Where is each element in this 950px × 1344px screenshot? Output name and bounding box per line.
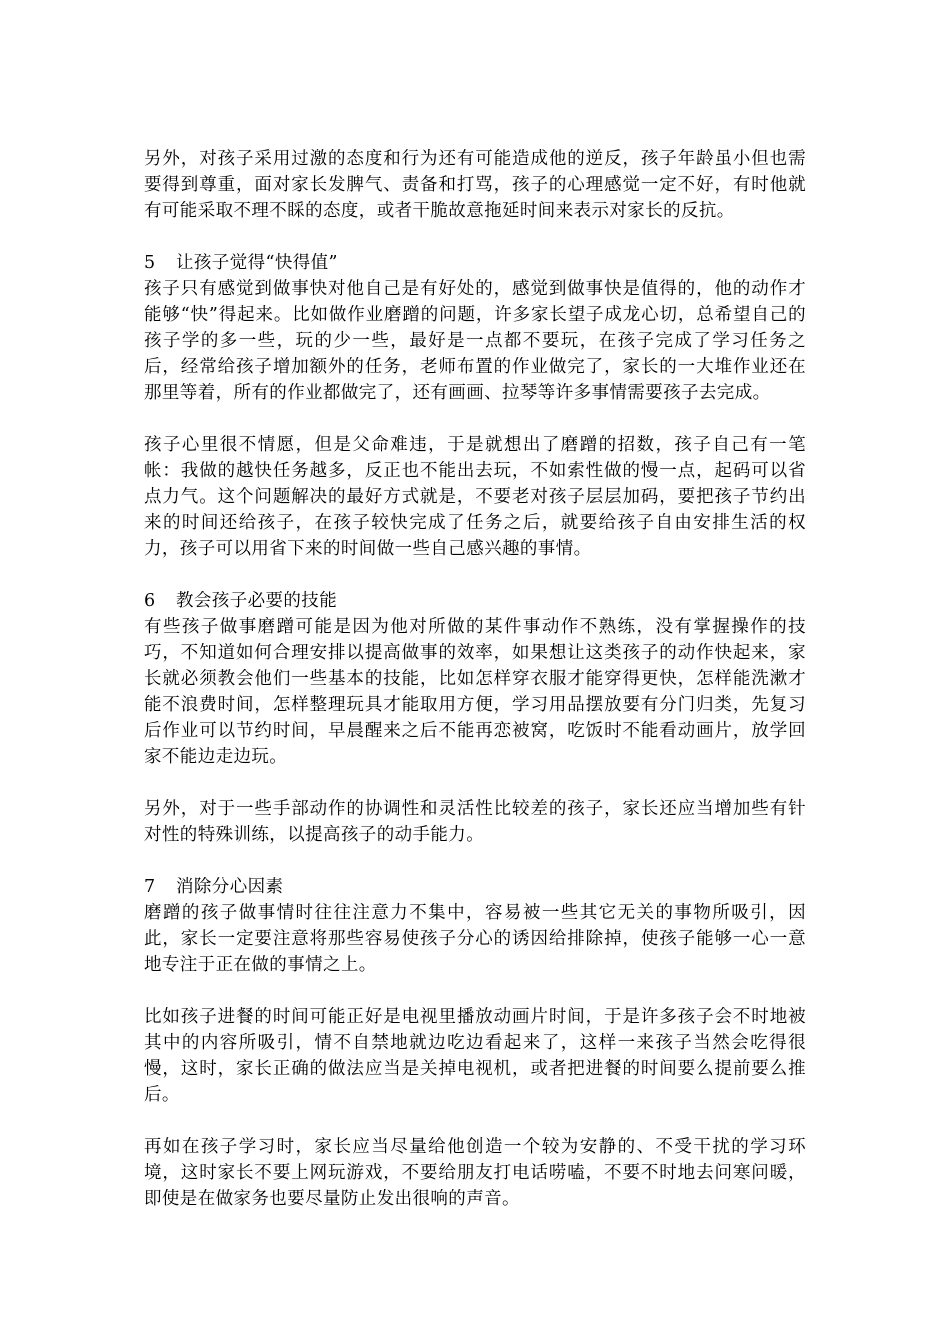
section-paragraph: 孩子只有感觉到做事快对他自己是有好处的，感觉到做事快是值得的，他的动作才能够“快”得起来。比如做作业磨蹭的问题，许多家长望子成龙心切，总希望自己的孩子学的多一些，玩的少一些，最好是一点都不要玩，在孩子完成了学习任务之后，经常给孩子增加额外的任务，老师布置的作业做完了，家长的一大堆作业还在那里等着，所有的作业都做完了，还有画画、拉琴等许多事情需要孩子去完成。 (144, 279, 806, 403)
intro-paragraph: 另外，对孩子采用过激的态度和行为还有可能造成他的逆反，孩子年龄虽小但也需要得到尊重，面对家长发脾气、责备和打骂，孩子的心理感觉一定不好，有时他就有可能采取不理不睬的态度，或者干脆故意拖延时间来表示对家长的反抗。 (144, 149, 806, 221)
section-paragraph: 孩子心里很不情愿，但是父命难违，于是就想出了磨蹭的招数，孩子自己有一笔帐：我做的越快任务越多，反正也不能出去玩，不如索性做的慢一点，起码可以省点力气。这个问题解决的最好方式就是，不要老对孩子层层加码，要把孩子节约出来的时间还给孩子，在孩子较快完成了任务之后，就要给孩子自由安排生活的权力，孩子可以用省下来的时间做一些自己感兴趣的事情。 (144, 435, 806, 559)
section-heading (144, 250, 806, 276)
section-7 (144, 874, 806, 978)
section-paragraph: 有些孩子做事磨蹭可能是因为他对所做的某件事动作不熟练，没有掌握操作的技巧，不知道如何合理安排以提高做事的效率，如果想让这类孩子的动作快起来，家长就必须教会他们一些基本的技能，比如怎样穿衣服才能穿得更快，怎样能洗漱才能不浪费时间，怎样整理玩具才能取用方便，学习用品摆放要有分门归类，先复习后作业可以节约时间，早晨醒来之后不能再恋被窝，吃饭时不能看动画片，放学回家不能边走边玩。 (144, 617, 806, 767)
section-paragraph: 比如孩子进餐的时间可能正好是电视里播放动画片时间，于是许多孩子会不时地被其中的内容所吸引，情不自禁地就边吃边看起来了，这样一来孩子当然会吃得很慢，这时，家长正确的做法应当是关掉电视机，或者把进餐的时间要么提前要么推后。 (144, 1007, 806, 1105)
section-5 (144, 250, 806, 406)
section-title: 消除分心因素 (176, 877, 284, 897)
section-paragraph: 另外，对于一些手部动作的协调性和灵活性比较差的孩子，家长还应当增加些有针对性的特殊训练，以提高孩子的动手能力。 (144, 799, 806, 845)
section-number: 5 (144, 253, 156, 273)
section-number: 6 (144, 591, 156, 611)
section-heading (144, 588, 806, 614)
section-heading (144, 874, 806, 900)
section-paragraph: 再如在孩子学习时，家长应当尽量给他创造一个较为安静的、不受干扰的学习环境，这时家长不要上网玩游戏，不要给朋友打电话唠嗑，不要不时地去问寒问暖，即使是在做家务也要尽量防止发出很响的声音。 (144, 1137, 806, 1209)
section-6 (144, 588, 806, 770)
section-title: 让孩子觉得“快得值” (176, 253, 338, 273)
section-title: 教会孩子必要的技能 (176, 591, 338, 611)
section-number: 7 (144, 877, 156, 897)
section-paragraph: 磨蹭的孩子做事情时往往注意力不集中，容易被一些其它无关的事物所吸引，因此，家长一定要注意将那些容易使孩子分心的诱因给排除掉，使孩子能够一心一意地专注于正在做的事情之上。 (144, 903, 806, 975)
document-page (144, 146, 806, 1238)
